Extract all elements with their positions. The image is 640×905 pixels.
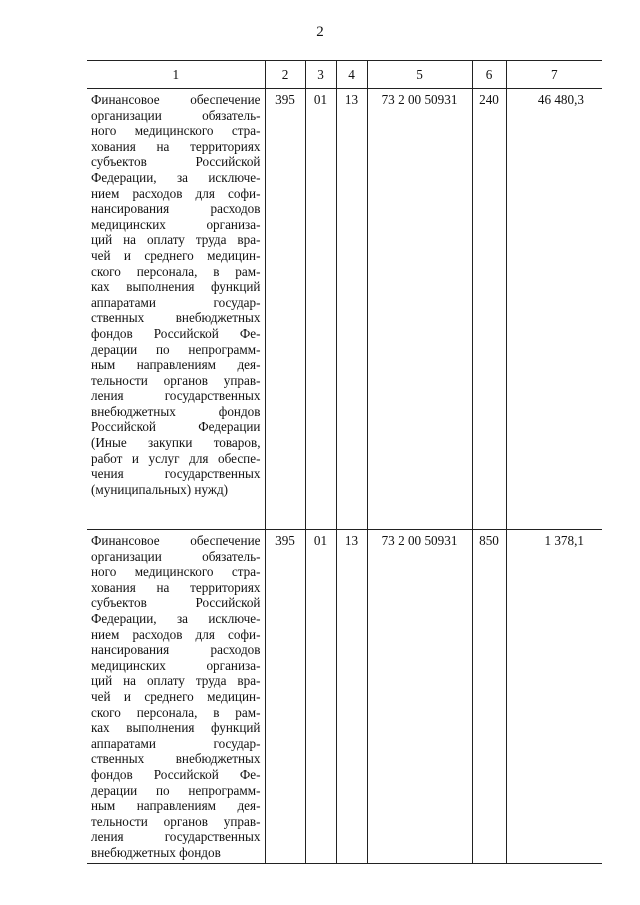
row-2-col-3: 01 xyxy=(305,530,336,864)
name-line: ственных внебюджетных xyxy=(91,751,261,767)
row-1-col-3: 01 xyxy=(305,89,336,530)
name-line: ственных внебюджетных xyxy=(91,310,261,326)
name-line: фондов Российской Фе- xyxy=(91,766,261,782)
row-1-name xyxy=(87,89,265,530)
header-col-6: 6 xyxy=(472,61,506,89)
name-line: дерации по непрограмм- xyxy=(91,782,261,798)
name-line: внебюджетных фондов xyxy=(91,403,261,419)
name-line: аппаратами государ- xyxy=(91,735,261,751)
header-col-7: 7 xyxy=(506,61,602,89)
row-1-name-lines xyxy=(91,92,261,497)
name-line: ным направлениям дея- xyxy=(91,357,261,373)
name-line: тельности органов управ- xyxy=(91,372,261,388)
name-line: Финансовое обеспечение xyxy=(91,533,261,548)
row-1-col-6: 240 xyxy=(472,89,506,530)
header-col-5: 5 xyxy=(367,61,472,89)
name-line: субъектов Российской xyxy=(91,595,261,611)
name-line: ций на оплату труда вра- xyxy=(91,232,261,248)
header-col-2: 2 xyxy=(265,61,305,89)
name-line: тельности органов управ- xyxy=(91,813,261,829)
row-2-name-lines xyxy=(91,533,261,860)
row-2-col-4: 13 xyxy=(336,530,367,864)
name-line: чей и среднего медицин- xyxy=(91,247,261,263)
name-line: ского персонала, в рам- xyxy=(91,704,261,720)
row-2-name xyxy=(87,530,265,864)
name-line: ного медицинского стра- xyxy=(91,564,261,580)
name-line: хования на территориях xyxy=(91,138,261,154)
name-line: нием расходов для софи- xyxy=(91,626,261,642)
name-line: Федерации, за исключе- xyxy=(91,169,261,185)
name-line: хования на территориях xyxy=(91,579,261,595)
name-line: (муниципальных) нужд) xyxy=(91,481,229,497)
row-2-col-5: 73 2 00 50931 xyxy=(367,530,472,864)
row-2-col-7: 1 378,1 xyxy=(506,530,602,864)
name-line: (Иные закупки товаров, xyxy=(91,435,261,451)
name-line: организации обязатель- xyxy=(91,548,261,564)
name-line: ского персонала, в рам- xyxy=(91,263,261,279)
name-line: ным направлениям дея- xyxy=(91,798,261,814)
budget-table xyxy=(87,60,602,864)
name-line: нием расходов для софи- xyxy=(91,185,261,201)
name-line: организации обязатель- xyxy=(91,107,261,123)
table-header-row xyxy=(87,61,602,89)
row-2-col-2: 395 xyxy=(265,530,305,864)
name-line: Федерации, за исключе- xyxy=(91,610,261,626)
name-line: ций на оплату труда вра- xyxy=(91,673,261,689)
header-col-4: 4 xyxy=(336,61,367,89)
page-number: 2 xyxy=(316,24,324,40)
name-line: ления государственных xyxy=(91,388,261,404)
row-1-col-7: 46 480,3 xyxy=(506,89,602,530)
name-line: ного медицинского стра- xyxy=(91,123,261,139)
name-line: дерации по непрограмм- xyxy=(91,341,261,357)
name-line: нансирования расходов xyxy=(91,642,261,658)
table-row xyxy=(87,530,602,864)
name-line: работ и услуг для обеспе- xyxy=(91,450,261,466)
name-line: Российской Федерации xyxy=(91,419,261,435)
name-line: ках выполнения функций xyxy=(91,720,261,736)
table-row xyxy=(87,89,602,530)
name-line: Финансовое обеспечение xyxy=(91,92,261,107)
row-2-col-6: 850 xyxy=(472,530,506,864)
name-line: чения государственных xyxy=(91,466,261,482)
name-line: чей и среднего медицин- xyxy=(91,688,261,704)
name-line: ках выполнения функций xyxy=(91,279,261,295)
header-col-3: 3 xyxy=(305,61,336,89)
name-line: фондов Российской Фе- xyxy=(91,325,261,341)
row-1-col-5: 73 2 00 50931 xyxy=(367,89,472,530)
name-line: аппаратами государ- xyxy=(91,294,261,310)
name-line: медицинских организа- xyxy=(91,216,261,232)
header-col-1: 1 xyxy=(87,61,265,89)
row-1-col-2: 395 xyxy=(265,89,305,530)
name-line: субъектов Российской xyxy=(91,154,261,170)
name-line: медицинских организа- xyxy=(91,657,261,673)
name-line: ления государственных xyxy=(91,829,261,845)
name-line: внебюджетных фондов xyxy=(91,844,221,860)
name-line: нансирования расходов xyxy=(91,201,261,217)
row-1-col-4: 13 xyxy=(336,89,367,530)
